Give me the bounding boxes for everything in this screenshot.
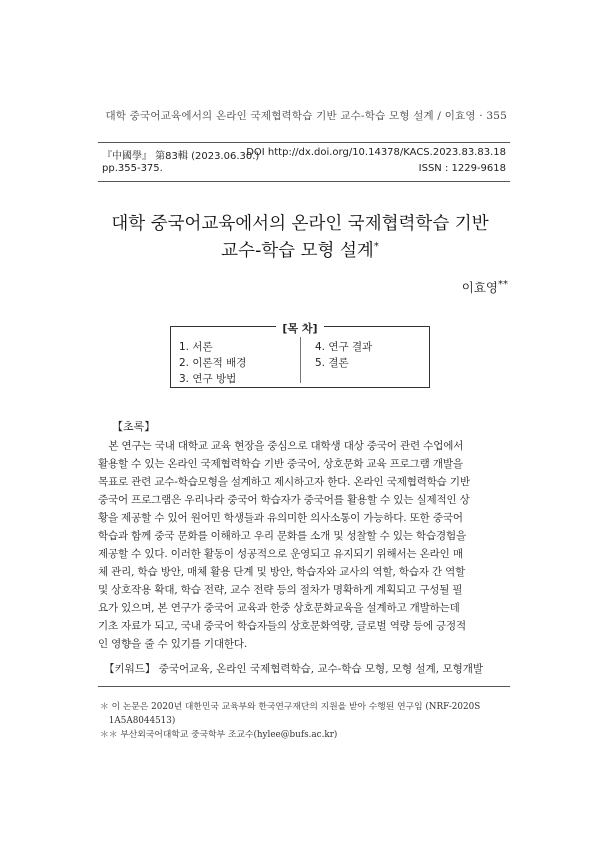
abstract-line: 체 관리, 학습 방안, 매체 활용 단계 및 방안, 학습자와 교사의 역할, 학습자 간 역할 (98, 566, 466, 578)
paper-title-line-1: 대학 중국어교육에서의 온라인 국제협력학습 기반 (111, 214, 489, 234)
title-footnote-mark: * (373, 241, 379, 253)
abstract-line: 및 상호작용 확대, 학습 전략, 교수 전략 등의 절차가 명확하게 계획되고 구성될 필 (98, 584, 463, 596)
abstract-line: 본 연구는 국내 대학교 교육 현장을 중심으로 대학생 대상 중국어 관련 수업에서 (98, 440, 464, 452)
issn: ISSN : 1229-9618 (418, 163, 506, 174)
author-name: 이효영 (461, 280, 498, 295)
abstract-line: 인 영향을 줄 수 있기를 기대한다. (98, 638, 248, 650)
toc-item-left: 2. 이론적 배경 (179, 357, 247, 369)
toc-divider (300, 337, 301, 383)
abstract-heading: 【초록】 (112, 420, 156, 433)
abstract-line: 중국어 프로그램은 우리나라 중국어 학습자가 중국어를 활용할 수 있는 실제적인 상 (98, 494, 470, 506)
table-of-contents (170, 322, 430, 388)
journal-meta-box (98, 142, 510, 182)
footnote: ＊＊ 부산외국어대학교 중국학부 조교수(hylee@bufs.ac.kr) (100, 730, 338, 740)
toc-item-left: 1. 서론 (179, 341, 213, 353)
paper-title-line-2-text: 교수-학습 모형 설계 (221, 241, 374, 261)
toc-title-wrap (171, 317, 429, 336)
footnote-rule (98, 686, 510, 687)
footnote: ＊ 이 논문은 2020년 대한민국 교육부와 한국연구재단의 지원을 받아 수행된 연구임 (NRF-2020S (100, 702, 481, 712)
toc-item-right: 5. 결론 (315, 357, 349, 369)
footnote: 1A5A8044513) (100, 716, 176, 726)
abstract-line: 요가 있으며, 본 연구가 중국어 교육과 한중 상호문화교육을 설계하고 개발하는데 (98, 602, 460, 614)
abstract-line: 기초 자료가 되고, 국내 중국어 학습자들의 상호문화역량, 글로벌 역량 등에 긍정적 (98, 620, 467, 632)
author (462, 278, 508, 296)
abstract-line: 목표로 관련 교수-학습모형을 설계하고 제시하고자 한다. 온라인 국제협력학습 기반 (98, 476, 470, 488)
toc-item-left: 3. 연구 방법 (179, 373, 237, 385)
paper-title-line-2 (0, 237, 600, 262)
keywords: 【키워드】 중국어교육, 온라인 국제협력학습, 교수-학습 모형, 모형 설계, 모형개발 (104, 663, 484, 675)
abstract-line: 학습과 함께 중국 문화를 이해하고 우리 문화를 소개 및 성찰할 수 있는 학습경험을 (98, 530, 467, 542)
journal-issue: 『中國學』 第83輯 (2023.06.30.) (102, 151, 260, 162)
abstract-line: 제공할 수 있다. 이러한 활동이 성공적으로 운영되고 유지되기 위해서는 온라인 매 (98, 548, 463, 560)
abstract-line: 황을 제공할 수 있어 원어민 학생들과 유의미한 의사소통이 가능하다. 또한 중국어 (98, 512, 463, 524)
page-range: pp.355-375. (102, 163, 163, 174)
running-header: 대학 중국어교육에서의 온라인 국제협력학습 기반 교수-학습 모형 설계 / 이효영 · 355 (105, 110, 507, 122)
toc-item-right: 4. 연구 결과 (315, 341, 373, 353)
doi-link[interactable]: DOI http://dx.doi.org/10.14378/KACS.2023.83.83.18 (246, 147, 506, 158)
abstract-line: 활용할 수 있는 온라인 국제협력학습 기반 중국어, 상호문화 교육 프로그램 개발을 (98, 458, 463, 470)
author-footnote-mark: ** (498, 278, 508, 290)
toc-title: [목 차] (276, 322, 323, 335)
